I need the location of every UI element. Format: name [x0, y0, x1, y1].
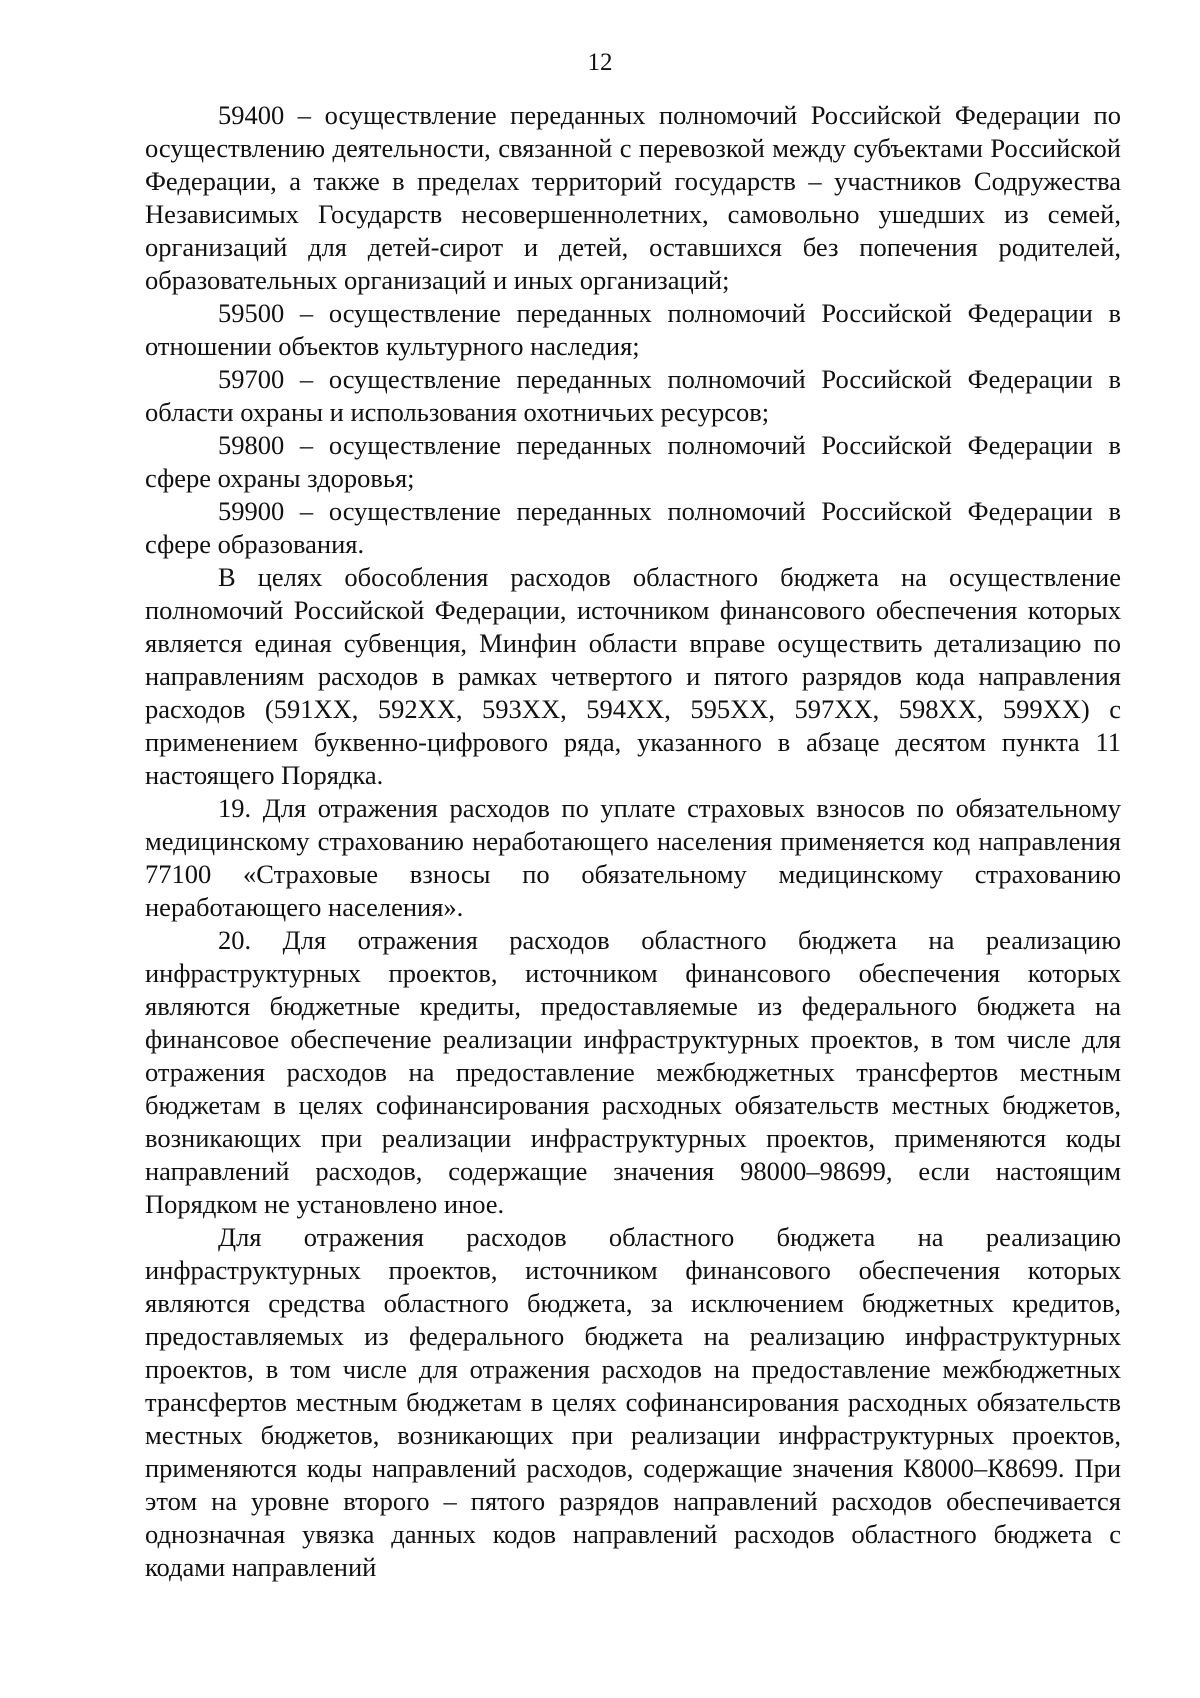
paragraph-infrastructure-regional: Для отражения расходов областного бюджета на реализацию инфраструктурных проектов, источником финансового обеспечения которых являются средства областного бюджета, за исключением бюджетных кредитов, предоставляемых из федерального бюджета на реализацию инфраструктурных проектов, в том числе для отражения расходов на предоставление межбюджетных трансфертов местным бюджетам в целях софинансирования расходных обязательств местных бюджетов, возникающих при реализации инфраструктурных проектов, применяются коды направлений расходов, содержащие значения К8000–К8699. При этом на уровне второго – пятого разрядов направлений расходов обеспечивается однозначная увязка данных кодов направлений расходов областного бюджета с кодами направлений: [145, 1222, 1121, 1582]
paragraph-59500: 59500 – осуществление переданных полномочий Российской Федерации в отношении объектов культурного наследия;: [145, 298, 1121, 361]
page-number: 12: [587, 49, 613, 76]
paragraph-59700: 59700 – осуществление переданных полномочий Российской Федерации в области охраны и использования охотничьих ресурсов;: [145, 364, 1121, 427]
document-body: [145, 99, 1121, 1584]
paragraph-item-20: 20. Для отражения расходов областного бюджета на реализацию инфраструктурных проектов, источником финансового обеспечения которых являются бюджетные кредиты, предоставляемые из федерального бюджета на финансовое обеспечение реализации инфраструктурных проектов, в том числе для отражения расходов на предоставление межбюджетных трансфертов местным бюджетам в целях софинансирования расходных обязательств местных бюджетов, возникающих при реализации инфраструктурных проектов, применяются коды направлений расходов, содержащие значения 98000–98699, если настоящим Порядком не установлено иное.: [145, 925, 1121, 1219]
paragraph-59900: 59900 – осуществление переданных полномочий Российской Федерации в сфере образования.: [145, 496, 1121, 559]
paragraph-59800: 59800 – осуществление переданных полномочий Российской Федерации в сфере охраны здоровья;: [145, 430, 1121, 493]
paragraph-subvention-detail: В целях обособления расходов областного бюджета на осуществление полномочий Российской Федерации, источником финансового обеспечения которых является единая субвенция, Минфин области вправе осуществить детализацию по направлениям расходов в рамках четвертого и пятого разрядов кода направления расходов (591XX, 592XX, 593XX, 594XX, 595XX, 597XX, 598XX, 599XX) с применением буквенно-цифрового ряда, указанного в абзаце десятом пункта 11 настоящего Порядка.: [145, 562, 1121, 790]
paragraph-item-19: 19. Для отражения расходов по уплате страховых взносов по обязательному медицинскому страхованию неработающего населения применяется код направления 77100 «Страховые взносы по обязательному медицинскому страхованию неработающего населения».: [145, 793, 1121, 922]
paragraph-59400: 59400 – осуществление переданных полномочий Российской Федерации по осуществлению деятельности, связанной с перевозкой между субъектами Российской Федерации, а также в пределах территорий государств – участников Содружества Независимых Государств несовершеннолетних, самовольно ушедших из семей, организаций для детей-сирот и детей, оставшихся без попечения родителей, образовательных организаций и иных организаций;: [145, 100, 1121, 295]
